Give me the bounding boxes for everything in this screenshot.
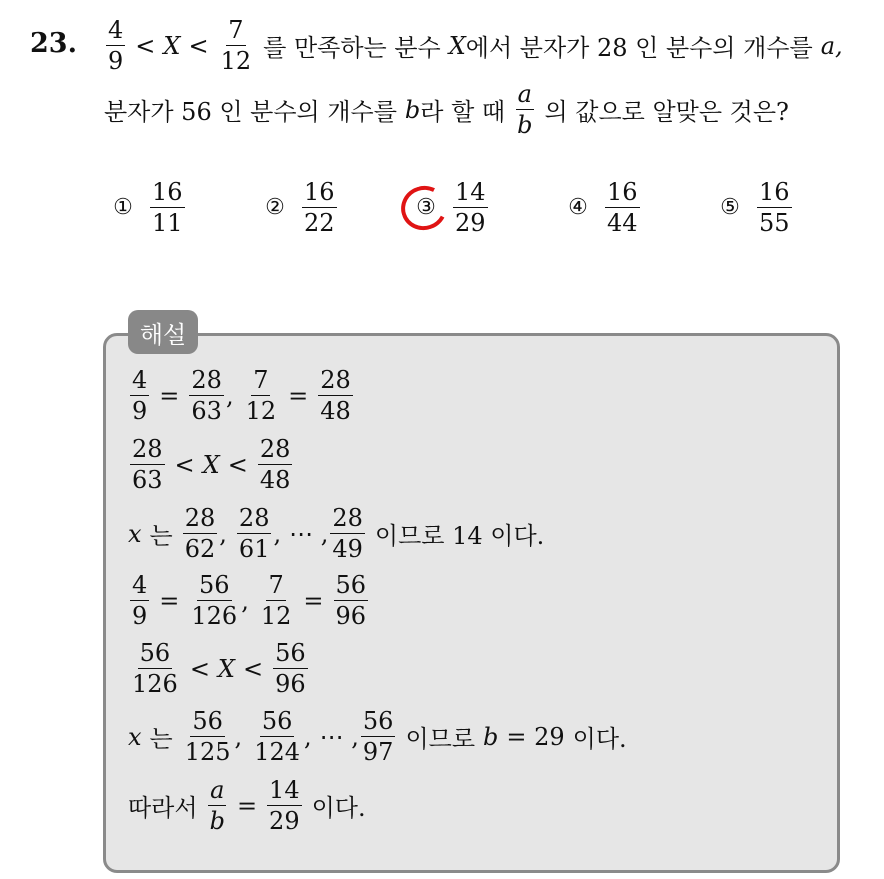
question-text: 에서 분자가 28 인 분수의 개수를 <box>465 34 813 62</box>
solution-line-6: x 는 $\frac{56}{125}$ , $\frac{56}{124}$ , ⋯ , $\frac{56}{97}$ 이므로 b = 29 이다. <box>128 707 627 766</box>
choice-4[interactable] <box>563 180 642 235</box>
fraction-a-b: $\frac{a}{b}$ <box>517 80 533 139</box>
less-than: < <box>188 31 209 60</box>
choice-2[interactable] <box>260 180 339 235</box>
choice-2-marker: ② <box>265 195 285 220</box>
solution-line-7: 따라서 $\frac{a}{b}$ = $\frac{14}{29}$ 이다. <box>128 776 366 835</box>
variable-x: X <box>448 31 466 60</box>
solution-line-3: x 는 $\frac{28}{62}$ , $\frac{28}{61}$ , ⋯ , $\frac{28}{49}$ 이므로 14 이다. <box>128 504 545 563</box>
choice-2-fraction: $\frac{16}{22}$ <box>304 178 335 237</box>
question-number: 23. <box>30 28 77 59</box>
variable-b: b <box>404 95 421 124</box>
choice-5-marker: ⑤ <box>720 195 740 220</box>
choice-4-fraction: $\frac{16}{44}$ <box>607 178 638 237</box>
choice-4-marker: ④ <box>568 195 588 220</box>
choice-3-marker: ③ <box>411 195 441 220</box>
solution-line-5: $\frac{56}{126}$ < X < $\frac{56}{96}$ <box>132 639 306 698</box>
choice-1[interactable] <box>108 180 187 235</box>
solution-line-2: $\frac{28}{63}$ < X < $\frac{28}{48}$ <box>132 435 291 494</box>
solution-line-1: $\frac{4}{9}$ = $\frac{28}{63}$ , $\frac{7}{12}$ = $\frac{28}{48}$ <box>132 366 351 425</box>
question-text: 분자가 56 인 분수의 개수를 <box>104 98 397 126</box>
choice-3-fraction: $\frac{14}{29}$ <box>455 178 486 237</box>
variable-a: a, <box>820 31 843 60</box>
fraction-4-9: $\frac{4}{9}$ <box>108 16 124 75</box>
choice-1-marker: ① <box>113 195 133 220</box>
answer-circle-mark <box>395 180 452 236</box>
fraction-7-12: $\frac{7}{12}$ <box>220 16 252 75</box>
solution-badge: 해설 <box>128 310 198 354</box>
choice-5-fraction: $\frac{16}{55}$ <box>759 178 790 237</box>
question-text: 의 값으로 알맞은 것은? <box>544 98 789 126</box>
question-text: 를 만족하는 분수 <box>263 34 441 62</box>
choice-5[interactable] <box>715 180 794 235</box>
question-line-2 <box>104 82 789 137</box>
choice-1-fraction: $\frac{16}{11}$ <box>152 178 183 237</box>
question-line-1 <box>104 18 843 73</box>
less-than: < <box>135 31 156 60</box>
choice-3[interactable] <box>411 180 490 235</box>
variable-x: X <box>163 31 181 60</box>
question-text: 라 할 때 <box>420 98 506 126</box>
solution-line-4: $\frac{4}{9}$ = $\frac{56}{126}$ , $\frac{7}{12}$ = $\frac{56}{96}$ <box>132 571 367 630</box>
